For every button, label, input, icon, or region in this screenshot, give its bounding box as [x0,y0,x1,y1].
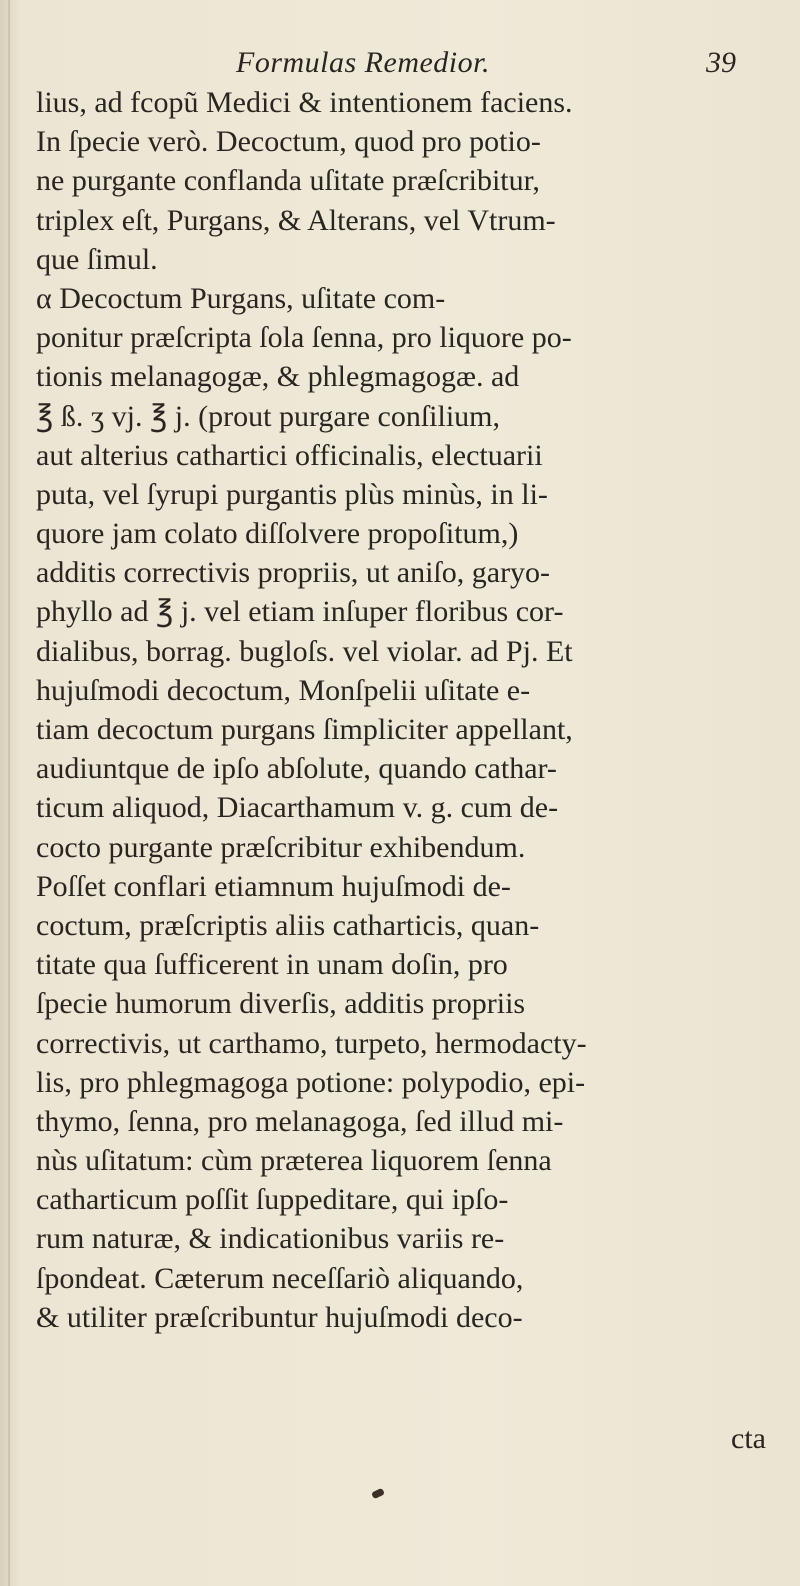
text-line: lius, ad fcopũ Medici & intentionem faciens. [36,86,573,119]
text-line: phyllo ad ℥ j. vel etiam inſuper floribus cor- [36,595,564,629]
text-line: que ſimul. [36,242,158,276]
text-line: hujuſmodi decoctum, Monſpelii uſitate e- [36,673,531,707]
text-line: audiuntque de ipſo abſolute, quando cathar- [36,752,557,786]
text-line: ne purgante conflanda uſitate præſcribitur, [36,164,540,198]
text-line: ponitur præſcripta ſola ſenna, pro liquore po- [36,321,572,355]
text-line: correctivis, ut carthamo, turpeto, hermodacty- [36,1026,587,1060]
text-line: cocto purgante præſcribitur exhibendum. [36,830,526,864]
text-line: nùs uſitatum: cùm præterea liquorem ſenna [36,1144,552,1178]
text-line: triplex eſt, Purgans, & Alterans, vel Vtrum- [36,203,556,237]
running-head [0,46,800,86]
text-line: thymo, ſenna, pro melanagoga, ſed illud mi- [36,1104,564,1138]
page-gutter [8,0,10,1586]
text-line: puta, vel ſyrupi purgantis plùs minùs, in li- [36,477,548,511]
text-line: lis, pro phlegmagoga potione: polypodio, epi- [36,1065,586,1099]
text-line: & utiliter præſcribuntur hujuſmodi deco- [36,1300,523,1334]
text-line: catharticum poſſit ſuppeditare, qui ipſo- [36,1183,509,1217]
text-line: ſpondeat. Cæterum neceſſariò aliquando, [36,1261,524,1295]
text-line: quore jam colato diſſolvere propoſitum,) [36,517,519,551]
text-line: Poſſet conflari etiamnum hujuſmodi de- [36,869,511,903]
running-title: Formulas Remedior. [236,46,490,79]
text-line: coctum, præſcriptis aliis catharticis, quan- [36,908,540,942]
text-line: α Decoctum Purgans, uſitate com- [36,281,446,315]
text-line: ſpecie humorum diverſis, additis propriis [36,987,526,1021]
text-line: tionis melanagogæ, & phlegmagogæ. ad [36,360,520,394]
text-line: rum naturæ, & indicationibus variis re- [36,1222,505,1256]
text-line: dialibus, borrag. bugloſs. vel violar. ad Pj. Et [36,634,573,668]
text-line: titate qua ſufficerent in unam doſin, pro [36,948,508,982]
ink-speck [371,1488,385,1499]
text-line: tiam decoctum purgans ſimpliciter appellant, [36,713,573,746]
catchword-row [36,1422,766,1462]
body-text [36,83,766,1337]
text-line: ticum aliquod, Diacarthamum v. g. cum de- [36,791,559,825]
text-line: additis correctivis propriis, ut aniſo, garyo- [36,556,551,590]
text-line: In ſpecie verò. Decoctum, quod pro potio- [36,125,541,159]
text-line: aut alterius cathartici officinalis, electuarii [36,438,543,472]
catchword: cta [731,1422,766,1455]
text-line: ℥ ß. ʒ vj. ℥ j. (prout purgare conſilium, [36,399,501,433]
page-number: 39 [706,46,736,79]
